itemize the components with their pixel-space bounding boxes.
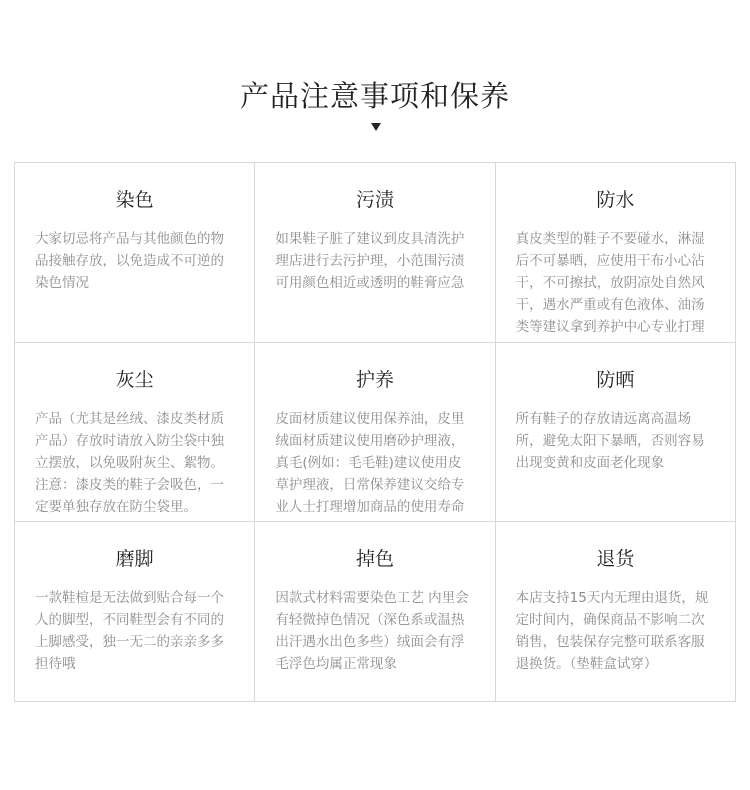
care-card-stains: [255, 163, 495, 343]
care-grid: [14, 162, 736, 702]
card-title: 灰尘: [115, 368, 154, 391]
card-title: 防水: [596, 189, 635, 211]
care-card-sun: [496, 343, 736, 523]
card-text: 产品（尤其是丝绒、漆皮类材质产品）存放时请放入防尘袋中独立摆放，以免吸附灰尘、絮物。注意：漆皮类的鞋子会吸色，一定要单独存放在防尘袋里。: [35, 410, 224, 515]
care-card-maintenance: [255, 343, 495, 523]
care-card-dyeing: [15, 163, 255, 343]
care-card-waterproof: [496, 163, 736, 343]
card-text: 如果鞋子脏了建议到皮具清洗护理店进行去污护理，小范围污渍可用颜色相近或透明的鞋膏应急: [275, 231, 465, 291]
card-title: 防晒: [596, 368, 635, 391]
card-text: 真皮类型的鞋子不要碰水，淋湿后不可暴晒，应使用干布小心沾干，不可擦拭，放阴凉处自然风干，遇水严重或有色液体、油汤类等建议拿到养护中心专业打理: [515, 231, 705, 335]
care-card-fading: [255, 522, 495, 702]
card-title: 护养: [355, 368, 394, 391]
down-arrow-icon: [371, 123, 381, 131]
card-title: 磨脚: [115, 548, 154, 571]
card-title: 退货: [596, 548, 635, 571]
card-title: 染色: [115, 189, 154, 211]
card-text: 一款鞋楦是无法做到贴合每一个人的脚型，不同鞋型会有不同的上脚感受，独一无二的亲亲多多担待哦: [35, 590, 224, 673]
card-text: 本店支持15天内无理由退货，规定时间内，确保商品不影响二次销售，包装保存完整可联系客服退换货。（垫鞋盒试穿）: [515, 590, 709, 673]
card-text: 皮面材质建议使用保养油，皮里绒面材质建议使用磨砂护理液，真毛(例如：毛毛鞋)建议使用皮草护理液，日常保养建议交给专业人士打理增加商品的使用寿命: [275, 410, 465, 515]
care-card-dust: [15, 343, 255, 523]
card-text: 所有鞋子的存放请远离高温场所，避免太阳下暴晒，否则容易出现变黄和皮面老化现象: [515, 410, 705, 471]
care-card-fit: [15, 522, 255, 702]
card-title: 掉色: [355, 548, 394, 571]
card-text: 大家切忌将产品与其他颜色的物品接触存放，以免造成不可逆的染色情况: [35, 231, 224, 291]
card-text: 因款式材料需要染色工艺 内里会有轻微掉色情况（深色系或温热出汗遇水出色多些）绒面会有浮毛浮色均属正常现象: [275, 590, 469, 673]
card-title: 污渍: [355, 189, 394, 211]
care-card-returns: [496, 522, 736, 702]
page-title: 产品注意事项和保养: [239, 79, 510, 113]
